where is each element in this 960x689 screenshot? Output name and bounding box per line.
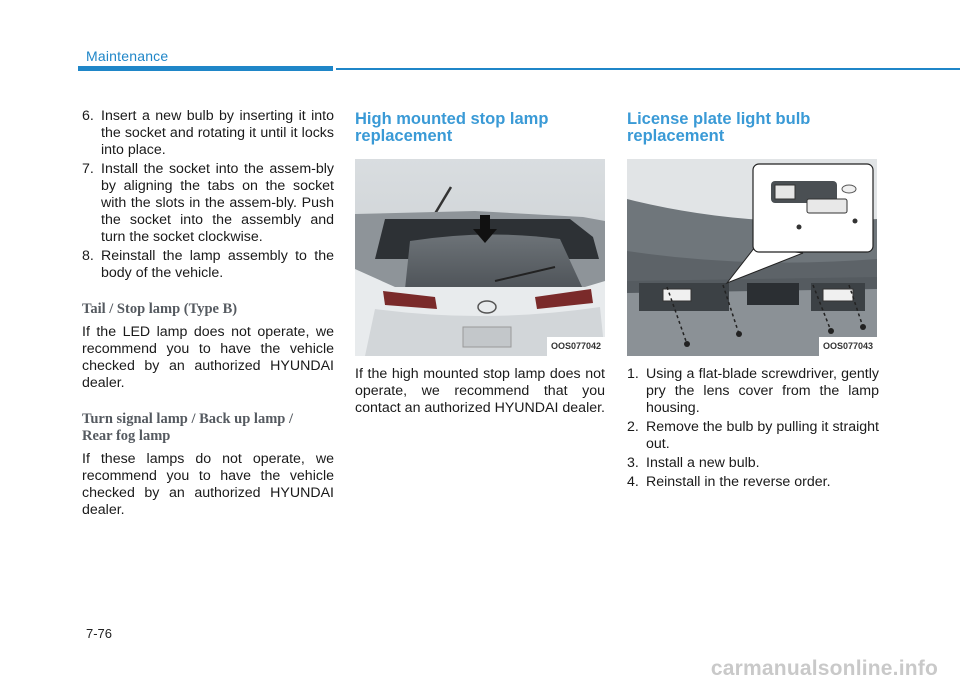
step-number: 8.	[82, 248, 94, 264]
title-line: High mounted stop lamp	[355, 110, 549, 128]
step-6	[82, 108, 334, 159]
subheading-turn-signal-lamp	[82, 411, 334, 445]
title-line: replacement	[627, 127, 725, 145]
car-rear-illustration	[355, 159, 605, 356]
step-text: Install a new bulb.	[646, 455, 760, 471]
step-number: 7.	[82, 161, 94, 177]
step-number: 3.	[627, 455, 639, 471]
step-text: Using a flat-blade screwdriver, gently pry the lens cover from the lamp housing.	[646, 366, 879, 416]
subheading-tail-stop-lamp: Tail / Stop lamp (Type B)	[82, 301, 238, 317]
step-number: 4.	[627, 474, 639, 490]
section-title-license-plate-light	[627, 111, 879, 145]
step-1	[627, 366, 879, 417]
step-text: Reinstall the lamp assembly to the body of the vehicle.	[101, 248, 334, 281]
title-line: License plate light bulb	[627, 110, 811, 128]
column-3	[627, 108, 879, 493]
step-3	[627, 455, 879, 472]
paragraph-tail-stop-lamp: If the LED lamp does not operate, we recommend you to have the vehicle checked by an authorized HYUNDAI dealer.	[82, 324, 334, 391]
page-number: 7-76	[86, 626, 113, 641]
license-plate-steps	[627, 366, 879, 491]
license-plate-light-illustration	[627, 159, 877, 356]
column-2	[355, 108, 605, 417]
watermark-text: carmanualsonline.info	[710, 657, 938, 680]
section-header-title: Maintenance	[86, 48, 169, 64]
section-title-high-mounted-stop-lamp	[355, 111, 605, 145]
subheading-line: Turn signal lamp / Back up lamp /	[82, 411, 293, 427]
step-8	[82, 248, 334, 282]
step-text: Insert a new bulb by inserting it into the socket and rotating it until it locks into place.	[101, 108, 334, 158]
paragraph-turn-signal-lamp: If these lamps do not operate, we recommend you to have the vehicle checked by an authorized HYUNDAI dealer.	[82, 451, 334, 518]
step-text: Install the socket into the assem-bly by aligning the tabs on the socket with the slots in the assem-bly. Push the socket into the assembly and turn the socket clockwise.	[101, 161, 334, 245]
figure-code-label: OOS077042	[547, 337, 605, 356]
step-7	[82, 161, 334, 246]
step-text: Remove the bulb by pulling it straight out.	[646, 419, 879, 452]
header-rule-thin	[336, 68, 960, 70]
step-number: 1.	[627, 366, 639, 382]
figure-high-mounted-stop-lamp	[355, 159, 605, 356]
title-line: replacement	[355, 127, 453, 145]
header-rule-thick	[78, 66, 333, 71]
column-1	[82, 108, 334, 519]
step-2	[627, 419, 879, 453]
paragraph-high-mounted-stop-lamp: If the high mounted stop lamp does not operate, we recommend that you contact an authorized HYUNDAI dealer.	[355, 366, 605, 416]
figure-code-label: OOS077043	[819, 337, 877, 356]
subheading-line: Rear fog lamp	[82, 428, 171, 444]
step-text: Reinstall in the reverse order.	[646, 474, 831, 490]
step-4	[627, 474, 879, 491]
step-number: 2.	[627, 419, 639, 435]
figure-license-plate-light	[627, 159, 877, 356]
step-number: 6.	[82, 108, 94, 124]
